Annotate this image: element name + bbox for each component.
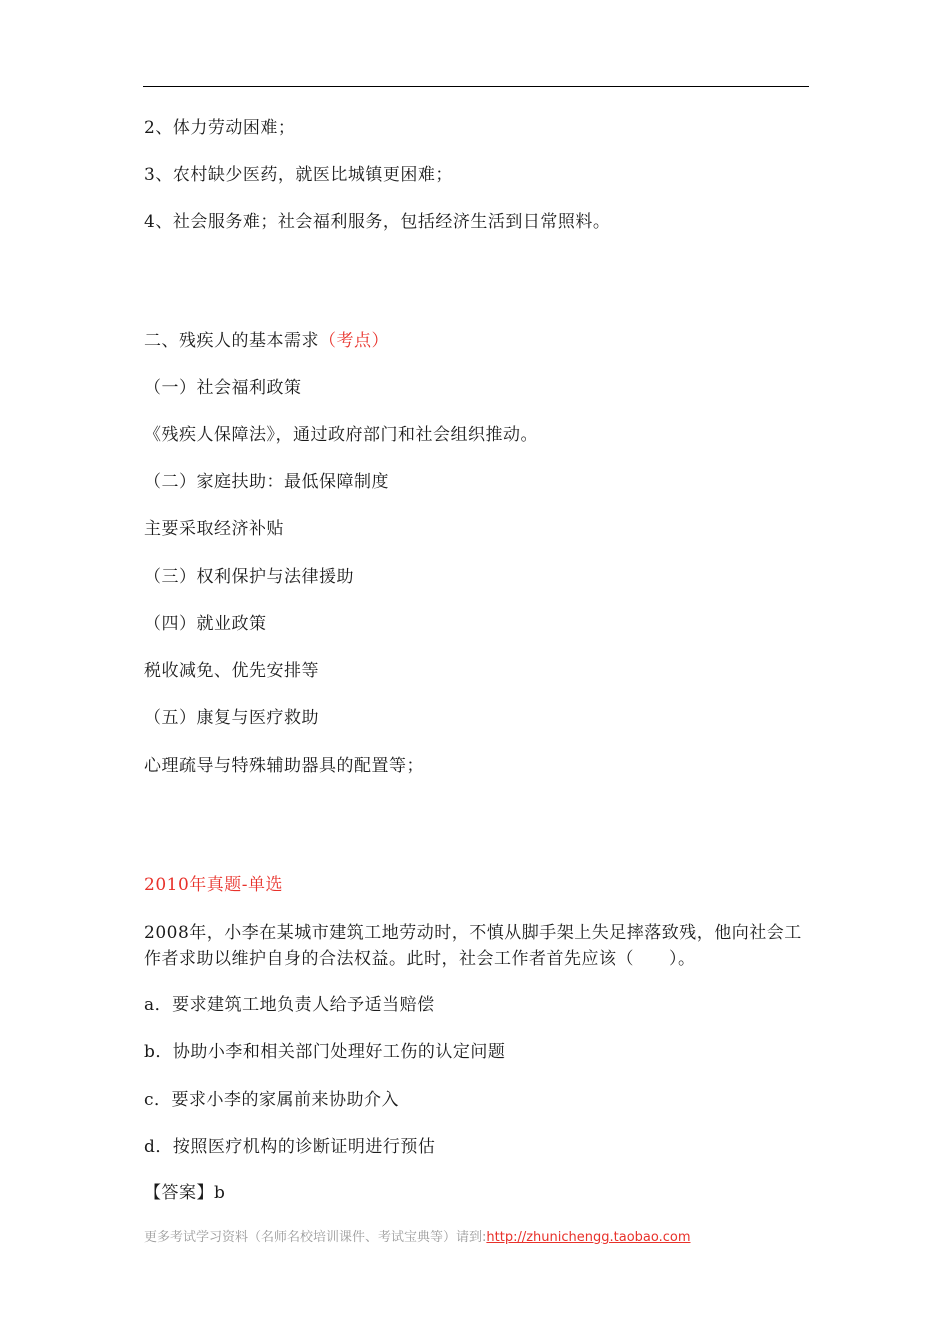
exam-point-tag: （考点） [319, 331, 389, 351]
exam-question: 2008年，小李在某城市建筑工地劳动时，不慎从脚手架上失足摔落致残，他向社会工作者求助以维护自身的合法权益。此时，社会工作者首先应该（ ）。 [144, 923, 802, 969]
footer-link[interactable]: http://zhunichengg.taobao.com [486, 1230, 691, 1245]
subsection-4-text: 税收减免、优先安排等 [144, 661, 319, 681]
option-a: a．要求建筑工地负责人给予适当赔偿 [144, 995, 435, 1015]
subsection-5-text: 心理疏导与特殊辅助器具的配置等； [144, 756, 424, 776]
list-item-3: 3、农村缺少医药，就医比城镇更困难； [144, 165, 453, 185]
answer: 【答案】b [144, 1183, 226, 1203]
subsection-1-text: 《残疾人保障法》，通过政府部门和社会组织推动。 [144, 425, 538, 445]
footer-text: 更多考试学习资料（名师名校培训课件、考试宝典等）请到: [144, 1230, 487, 1245]
subsection-4: （四）就业政策 [144, 614, 267, 634]
option-b: b．协助小李和相关部门处理好工伤的认定问题 [144, 1042, 506, 1062]
subsection-2: （二）家庭扶助：最低保障制度 [144, 472, 389, 492]
list-item-2: 2、体力劳动困难； [144, 118, 296, 138]
footer [144, 1226, 691, 1245]
option-d: d．按照医疗机构的诊断证明进行预估 [144, 1137, 436, 1157]
subsection-1: （一）社会福利政策 [144, 378, 302, 398]
option-c: c．要求小李的家属前来协助介入 [144, 1090, 400, 1110]
subsection-2-text: 主要采取经济补贴 [144, 519, 284, 539]
subsection-5: （五）康复与医疗救助 [144, 708, 319, 728]
subsection-3: （三）权利保护与法律援助 [144, 567, 354, 587]
header-rule [143, 86, 809, 87]
section-heading [144, 329, 389, 353]
exam-title: 2010年真题-单选 [144, 875, 284, 895]
section-heading-text: 二、残疾人的基本需求 [144, 331, 319, 351]
list-item-4: 4、社会服务难；社会福利服务，包括经济生活到日常照料。 [144, 212, 611, 232]
